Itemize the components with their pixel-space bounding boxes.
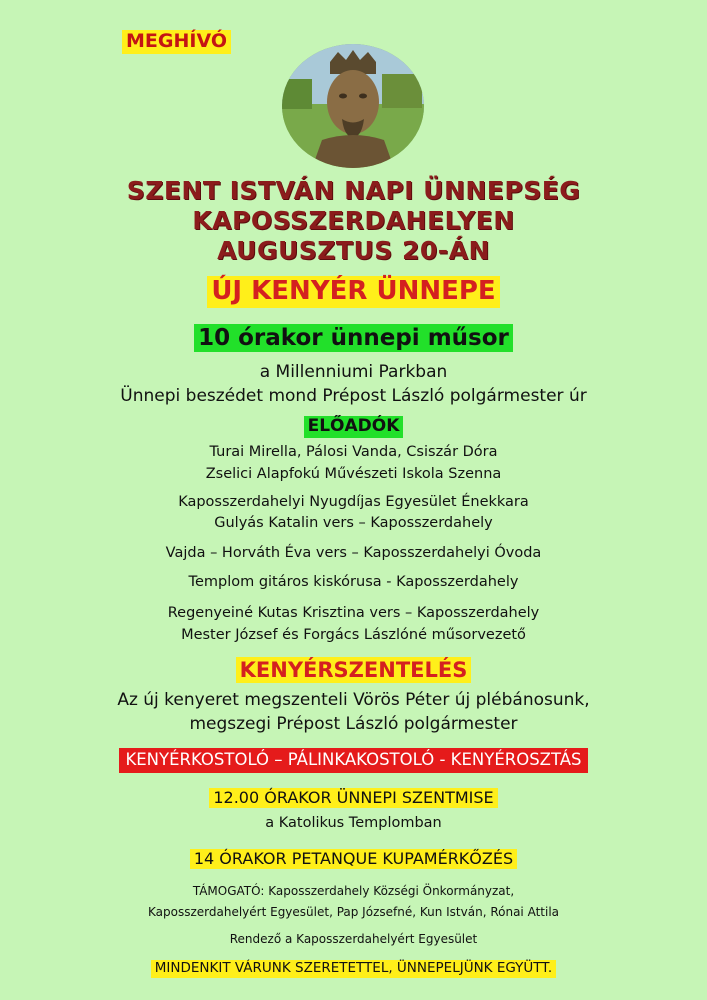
performer-line: Vajda – Horváth Éva vers – Kaposszerdahelyi Óvoda	[165, 545, 542, 561]
invite-label: MEGHÍVÓ	[122, 30, 231, 54]
performer-line: Turai Mirella, Pálosi Vanda, Csiszár Dóra	[209, 444, 498, 460]
performer-line: Templom gitáros kiskórusa - Kaposszerdahely	[188, 574, 519, 590]
mass-heading	[0, 788, 707, 808]
petanque-heading	[0, 849, 707, 869]
title-line-2: KAPOSSZERDAHELYEN	[192, 206, 515, 235]
closing-banner	[0, 957, 707, 978]
event-title	[0, 176, 707, 266]
closing-label: MINDENKIT VÁRUNK SZERETETTEL, ÜNNEPELJÜNK EGYÜTT.	[151, 960, 556, 978]
program-heading	[0, 324, 707, 352]
performer-line: Kaposszerdahelyi Nyugdíjas Egyesület Énekkara	[178, 494, 529, 510]
sponsors-line-1: TÁMOGATÓ: Kaposszerdahely Községi Önkormányzat,	[192, 884, 515, 898]
blessing-heading	[0, 657, 707, 683]
performer-line: Mester József és Forgács Lászlóné műsorvezető	[181, 627, 526, 643]
tasting-label: KENYÉRKOSTOLÓ – PÁLINKAKOSTOLÓ - KENYÉROSZTÁS	[119, 748, 587, 773]
program-place: a Millenniumi Parkban	[259, 362, 448, 382]
performer-line: Gulyás Katalin vers – Kaposszerdahely	[214, 515, 493, 531]
mass-place: a Katolikus Templomban	[265, 815, 442, 831]
title-line-3: AUGUSZTUS 20-ÁN	[217, 236, 490, 265]
performers-heading	[0, 416, 707, 438]
program-heading-label: 10 órakor ünnepi műsor	[194, 324, 513, 352]
title-line-1: SZENT ISTVÁN NAPI ÜNNEPSÉG	[126, 176, 581, 205]
organizer-line: Rendező a Kaposszerdahelyért Egyesület	[229, 932, 478, 946]
statue-photo	[282, 44, 424, 168]
blessing-line-2: megszegi Prépost László polgármester	[189, 714, 518, 734]
blessing-heading-label: KENYÉRSZENTELÉS	[236, 657, 472, 683]
mass-heading-label: 12.00 ÓRAKOR ÜNNEPI SZENTMISE	[209, 788, 497, 808]
performer-line: Regenyeiné Kutas Krisztina vers – Kaposszerdahely	[167, 605, 540, 621]
festival-label: ÚJ KENYÉR ÜNNEPE	[207, 276, 499, 308]
performer-line: Zselici Alapfokú Művészeti Iskola Szenna	[205, 466, 502, 482]
program-speech: Ünnepi beszédet mond Prépost László polgármester úr	[120, 386, 587, 406]
performers-heading-label: ELŐADÓK	[304, 416, 404, 438]
sponsors-line-2: Kaposszerdahelyért Egyesület, Pap Józsefné, Kun István, Rónai Attila	[148, 905, 559, 919]
tasting-banner	[0, 748, 707, 773]
invite-badge	[122, 30, 231, 54]
petanque-label: 14 ÓRAKOR PETANQUE KUPAMÉRKŐZÉS	[190, 849, 517, 869]
festival-banner	[0, 276, 707, 308]
blessing-line-1: Az új kenyeret megszenteli Vörös Péter új plébánosunk,	[117, 690, 590, 710]
bust-image	[282, 44, 424, 168]
